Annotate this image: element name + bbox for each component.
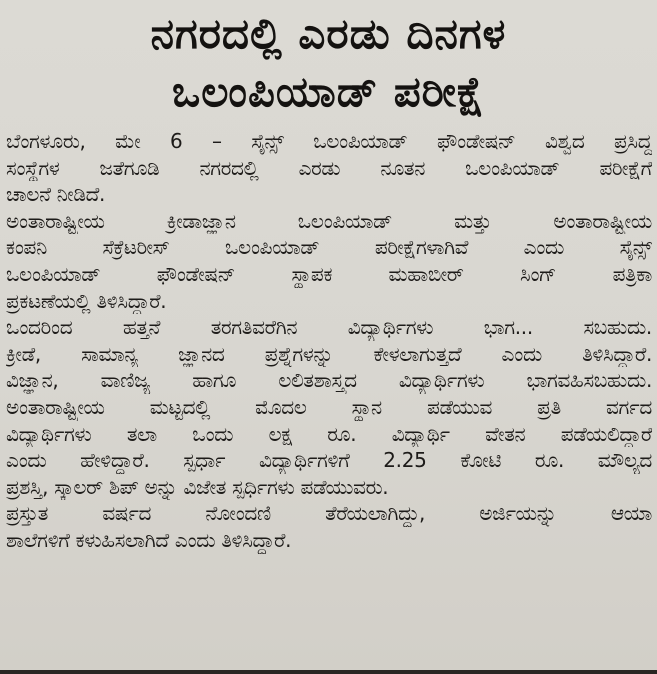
text-line: ಒಂದರಿಂದ ಹತ್ತನೆ ತರಗತಿವರೆಗಿನ ವಿದ್ಯಾರ್ಥಿಗಳು ಭಾಗ... ಸಬಹುದು. bbox=[6, 315, 652, 340]
paragraph-2 bbox=[6, 208, 652, 314]
headline-line-2: ಒಲಂಪಿಯಾಡ್ ಪರೀಕ್ಷೆ bbox=[171, 67, 486, 116]
text-line: ಅಂತಾರಾಷ್ಟ್ರೀಯ ಕ್ರೀಡಾಜ್ಞಾನ ಒಲಂಪಿಯಾಡ್ ಮತ್ತು ಅಂತಾರಾಷ್ಟ್ರೀಯ bbox=[6, 208, 652, 233]
text-line: ಬೆಂಗಳೂರು, ಮೇ 6 – ಸೈನ್ಸ್ ಒಲಂಪಿಯಾಡ್ ಫೌಂಡೇಷನ್ ವಿಶ್ವದ ಪ್ರಸಿದ್ಧ bbox=[6, 129, 652, 153]
text-line: ಚಾಲನೆ ನೀಡಿದೆ. bbox=[6, 182, 106, 207]
text-line: ಪ್ರಸ್ತುತ ವರ್ಷದ ನೋಂದಣಿ ತೆರೆಯಲಾಗಿದ್ದು, ಅರ್ಜಿಯನ್ನು ಆಯಾ bbox=[6, 501, 652, 526]
text-line: ಒಲಂಪಿಯಾಡ್ ಫೌಂಡೇಷನ್ ಸ್ಥಾಪಕ ಮಹಾಬೀರ್ ಸಿಂಗ್ ಪತ್ರಿಕಾ bbox=[6, 261, 652, 286]
text-line: ಪ್ರಕಟಣೆಯಲ್ಲಿ ತಿಳಿಸಿದ್ದಾರೆ. bbox=[6, 288, 167, 313]
text-line: ವಿದ್ಯಾರ್ಥಿಗಳು ತಲಾ ಒಂದು ಲಕ್ಷ ರೂ. ವಿದ್ಯಾರ್ಥಿ ವೇತನ ಪಡೆಯಲಿದ್ದಾರೆ bbox=[6, 421, 652, 446]
paragraph-1 bbox=[6, 128, 652, 208]
paragraph-4 bbox=[6, 500, 652, 553]
headline-line-1: ನಗರದಲ್ಲಿ ಎರಡು ದಿನಗಳ bbox=[150, 9, 507, 58]
text-line: ಕಂಪನಿ ಸೆಕ್ರೆಟರೀಸ್ ಒಲಂಪಿಯಾಡ್ ಪರೀಕ್ಷೆಗಳಾಗಿವೆ ಎಂದು ಸೈನ್ಸ್ bbox=[6, 235, 652, 260]
text-line: ಸಂಸ್ಥೆಗಳ ಜತೆಗೂಡಿ ನಗರದಲ್ಲಿ ಎರಡು ನೂತನ ಒಲಂಪಿಯಾಡ್ ಪರೀಕ್ಷೆಗೆ bbox=[6, 155, 652, 180]
text-line: ಪ್ರಶಸ್ತಿ, ಸ್ಕಾಲರ್ ಶಿಪ್ ಅನ್ನು ವಿಜೇತ ಸ್ಪರ್ಧಿಗಳು ಪಡೆಯುವರು. bbox=[6, 474, 389, 499]
article-body bbox=[6, 128, 652, 554]
text-line: ವಿಜ್ಞಾನ, ವಾಣಿಜ್ಯ ಹಾಗೂ ಲಲಿತಶಾಸ್ತ್ರದ ವಿದ್ಯಾರ್ಥಿಗಳು ಭಾಗವಹಿಸಬಹುದು. bbox=[6, 368, 652, 393]
text-line: ಎಂದು ಹೇಳಿದ್ದಾರೆ. ಸ್ಪರ್ಧಾ ವಿದ್ಯಾರ್ಥಿಗಳಿಗೆ 2.25 ಕೋಟಿ ರೂ. ಮೌಲ್ಯದ bbox=[6, 448, 652, 473]
text-line: ಅಂತಾರಾಷ್ಟ್ರೀಯ ಮಟ್ಟದಲ್ಲಿ ಮೊದಲ ಸ್ಥಾನ ಪಡೆಯುವ ಪ್ರತಿ ವರ್ಗದ bbox=[6, 394, 652, 419]
clipping-bottom-edge bbox=[0, 670, 657, 674]
paragraph-3 bbox=[6, 314, 652, 500]
text-line: ಶಾಲೆಗಳಿಗೆ ಕಳುಹಿಸಲಾಗಿದೆ ಎಂದು ತಿಳಿಸಿದ್ದಾರೆ. bbox=[6, 527, 292, 552]
text-line: ಕ್ರೀಡೆ, ಸಾಮಾನ್ಯ ಜ್ಞಾನದ ಪ್ರಶ್ನೆಗಳನ್ನು ಕೇಳಲಾಗುತ್ತದೆ ಎಂದು ತಿಳಿಸಿದ್ದಾರೆ. bbox=[6, 341, 652, 366]
